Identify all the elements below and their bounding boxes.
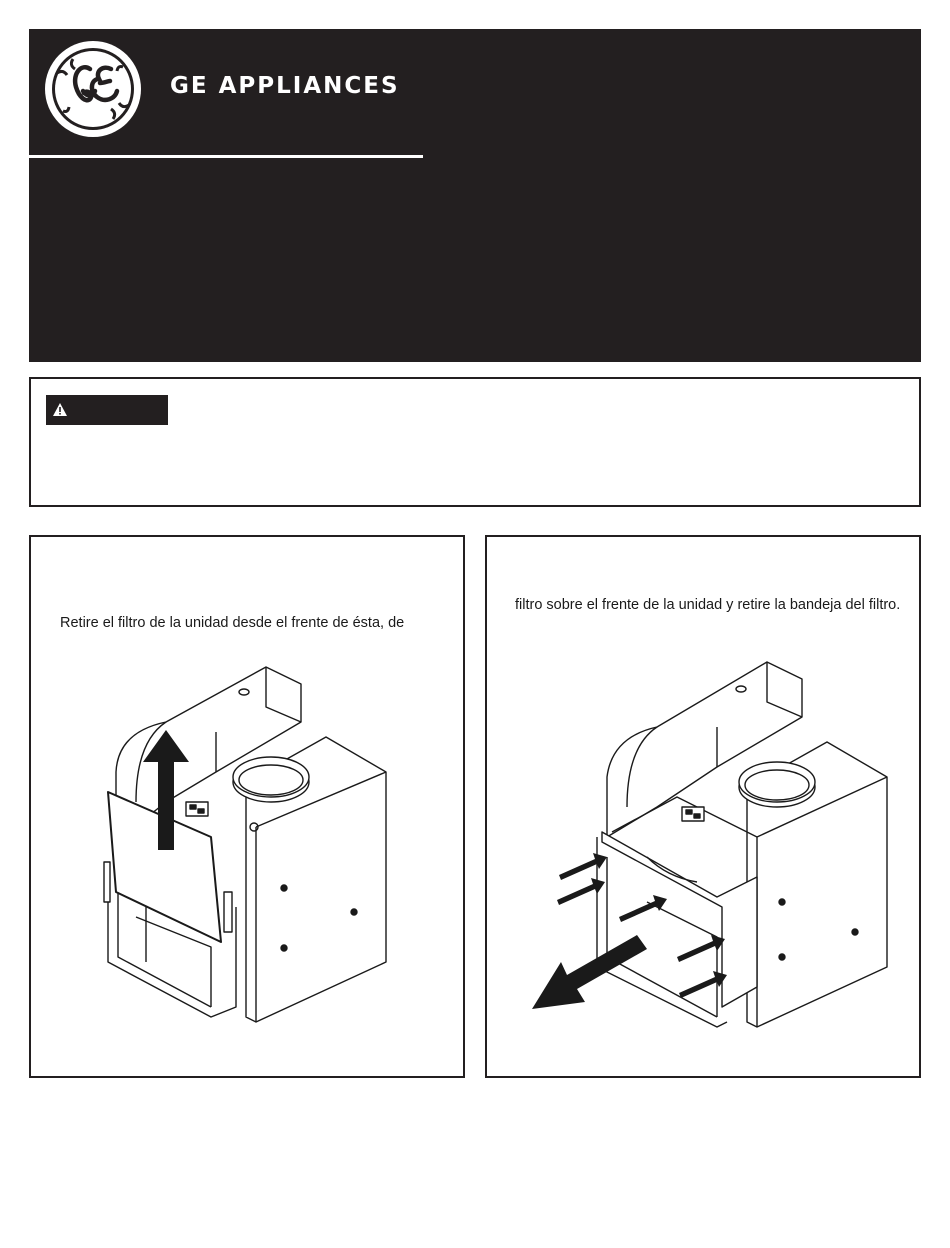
header-banner: [29, 29, 921, 362]
warning-label: [46, 395, 168, 425]
header-divider: [29, 155, 423, 158]
ge-logo: [43, 39, 143, 139]
warning-box: [29, 377, 921, 507]
step-1-text: Retire el filtro de la unidad desde el frente de ésta, de: [60, 615, 405, 631]
step-panel-1: [29, 535, 465, 1078]
warning-triangle-icon: [53, 403, 67, 416]
filter-removal-illustration: [96, 662, 396, 1027]
pull-arrow-icon: [532, 935, 647, 1009]
filter-tray-removal-illustration: [527, 657, 902, 1032]
brand-name: GE APPLIANCES: [170, 73, 400, 99]
step-2-text: filtro sobre el frente de la unidad y retire la bandeja del filtro.: [515, 597, 901, 613]
step-panel-2: [485, 535, 921, 1078]
